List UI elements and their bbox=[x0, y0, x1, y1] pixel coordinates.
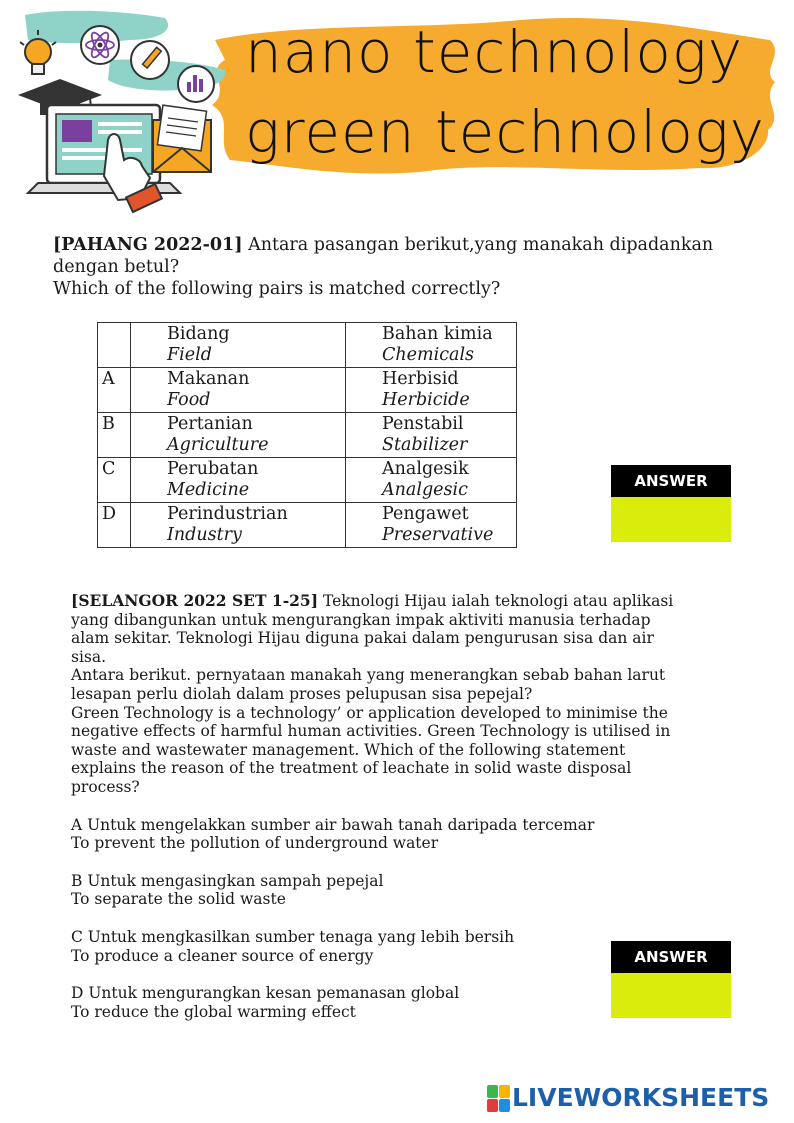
table-row bbox=[98, 503, 517, 548]
option-d-ms: D Untuk mengurangkan kesan pemanasan global bbox=[71, 984, 460, 1003]
row-field-en: Medicine bbox=[167, 480, 250, 500]
question-2-ms-line: sisa. bbox=[71, 647, 107, 666]
spacer bbox=[71, 909, 691, 928]
spacer bbox=[71, 965, 691, 984]
liveworksheets-icon bbox=[487, 1085, 509, 1111]
header-field-en: Field bbox=[167, 345, 212, 365]
liveworksheets-logo[interactable] bbox=[487, 1083, 769, 1112]
liveworksheets-text: LIVEWORKSHEETS bbox=[512, 1083, 770, 1112]
question-2-en-line: negative effects of harmful human activities. Green Technology is utilised in bbox=[71, 722, 671, 741]
row-field bbox=[131, 458, 346, 503]
question-2-en-line: Green Technology is a technology’ or application developed to minimise the bbox=[71, 703, 668, 722]
answer-label: ANSWER bbox=[611, 941, 731, 973]
question-2-en-line: waste and wastewater management. Which of the following statement bbox=[71, 740, 626, 759]
question-2-en-line: process? bbox=[71, 777, 140, 796]
bar-chart-icon bbox=[178, 66, 214, 102]
title-line-1: nano technology bbox=[245, 18, 744, 86]
row-field-ms: Pertanian bbox=[167, 414, 253, 434]
row-field-en: Food bbox=[167, 390, 211, 410]
header-chem-en: Chemicals bbox=[382, 345, 475, 365]
row-chem-en: Preservative bbox=[382, 525, 494, 545]
table-header-chem bbox=[346, 323, 517, 368]
option-b-ms: B Untuk mengasingkan sampah pepejal bbox=[71, 871, 384, 890]
option-d-en: To reduce the global warming effect bbox=[71, 1002, 356, 1021]
row-letter: B bbox=[98, 413, 131, 458]
question-2-ms-line: yang dibangunkan untuk mengurangkan impak aktiviti manusia terhadap bbox=[71, 610, 651, 629]
question-2-line-1 bbox=[71, 592, 691, 611]
question-1-line-1 bbox=[53, 234, 743, 256]
question-1-tag: [PAHANG 2022-01] bbox=[53, 235, 243, 255]
row-chem bbox=[346, 503, 517, 548]
spacer bbox=[71, 853, 691, 872]
answer-box-1 bbox=[611, 465, 731, 542]
question-2-tag: [SELANGOR 2022 SET 1-25] bbox=[71, 591, 319, 610]
question-1-text-ms-1: Antara pasangan berikut,yang manakah dipadankan bbox=[242, 235, 714, 255]
question-2 bbox=[71, 592, 691, 1021]
row-field-ms: Perubatan bbox=[167, 459, 259, 479]
row-field bbox=[131, 413, 346, 458]
header-banner bbox=[0, 0, 794, 215]
table-header-row bbox=[98, 323, 517, 368]
option-a-ms: A Untuk mengelakkan sumber air bawah tanah daripada tercemar bbox=[71, 815, 595, 834]
row-field-ms: Perindustrian bbox=[167, 504, 288, 524]
title-line-2: green technology bbox=[245, 98, 765, 166]
row-chem-ms: Pengawet bbox=[382, 504, 469, 524]
row-letter: C bbox=[98, 458, 131, 503]
option-c-en: To produce a cleaner source of energy bbox=[71, 946, 374, 965]
question-1-table bbox=[97, 322, 517, 548]
pencil-icon bbox=[131, 41, 169, 79]
row-chem-en: Analgesic bbox=[382, 480, 468, 500]
row-letter: D bbox=[98, 503, 131, 548]
row-chem-ms: Analgesik bbox=[382, 459, 469, 479]
row-field bbox=[131, 368, 346, 413]
question-1-text-en: Which of the following pairs is matched correctly? bbox=[53, 279, 501, 299]
question-1 bbox=[53, 234, 743, 300]
envelope-icon bbox=[153, 105, 211, 172]
question-2-ms-line: alam sekitar. Teknologi Hijau diguna pakai dalam pengurusan sisa dan air bbox=[71, 629, 654, 648]
table-row bbox=[98, 368, 517, 413]
atom-icon bbox=[81, 26, 119, 64]
row-chem bbox=[346, 458, 517, 503]
question-2-en-line: explains the reason of the treatment of leachate in solid waste disposal bbox=[71, 759, 632, 778]
row-field-en: Industry bbox=[167, 525, 242, 545]
table-cell-letter bbox=[98, 323, 131, 368]
question-1-text-ms-2: dengan betul? bbox=[53, 257, 180, 277]
row-letter: A bbox=[98, 368, 131, 413]
row-field-en: Agriculture bbox=[167, 435, 269, 455]
row-chem-en: Stabilizer bbox=[382, 435, 468, 455]
row-chem bbox=[346, 413, 517, 458]
table-header-field bbox=[131, 323, 346, 368]
spacer bbox=[71, 797, 691, 816]
row-chem-en: Herbicide bbox=[382, 390, 470, 410]
answer-box-2 bbox=[611, 941, 731, 1018]
answer-input-1[interactable] bbox=[611, 497, 731, 542]
row-field-ms: Makanan bbox=[167, 369, 250, 389]
question-2-ms-line: Antara berikut. pernyataan manakah yang menerangkan sebab bahan larut bbox=[71, 666, 666, 685]
question-2-ms-line: lesapan perlu diolah dalam proses pelupusan sisa pepejal? bbox=[71, 684, 533, 703]
option-a-en: To prevent the pollution of underground water bbox=[71, 834, 439, 853]
answer-label: ANSWER bbox=[611, 465, 731, 497]
question-2-ms-line: Teknologi Hijau ialah teknologi atau aplikasi bbox=[318, 592, 674, 610]
row-chem-ms: Penstabil bbox=[382, 414, 464, 434]
header-chem-ms: Bahan kimia bbox=[382, 324, 493, 344]
table-row bbox=[98, 458, 517, 503]
header-field-ms: Bidang bbox=[167, 324, 230, 344]
row-chem-ms: Herbisid bbox=[382, 369, 459, 389]
option-b-en: To separate the solid waste bbox=[71, 890, 286, 909]
table-row bbox=[98, 413, 517, 458]
option-c-ms: C Untuk mengkasilkan sumber tenaga yang lebih bersih bbox=[71, 927, 515, 946]
row-chem bbox=[346, 368, 517, 413]
answer-input-2[interactable] bbox=[611, 973, 731, 1018]
row-field bbox=[131, 503, 346, 548]
